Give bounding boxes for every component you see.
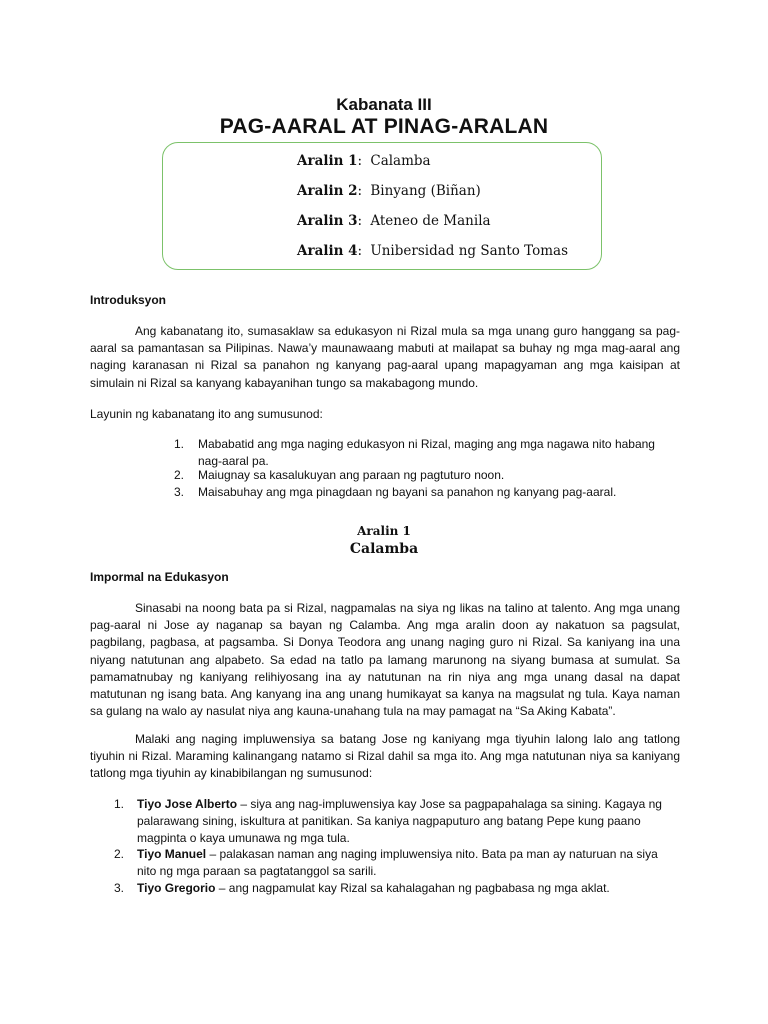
intro-heading: Introduksyon [90,293,167,307]
objective-text: Maiugnay sa kasalukuyan ang paraan ng pagtuturo noon. [198,468,505,482]
lesson-separator: : [357,213,363,229]
objective-number: 2. [174,468,185,482]
objective-text: Mababatid ang mga naging edukasyon ni Rizal, maging ang mga nagawa nito habang nag-aaral pa. [198,437,655,469]
lesson-list-box [162,142,602,270]
lesson-name: Unibersidad ng Santo Tomas [370,243,569,259]
aralin-label: Aralin 1 [357,524,411,538]
uncle-number: 3. [114,881,125,895]
uncle-number: 2. [114,847,125,861]
lesson-item [297,243,568,259]
uncle-description: – palakasan naman ang naging impluwensiya nito. Bata pa man ay naturuan na siya nito ng mga paraan sa pagtatanggol sa sarili. [137,847,658,879]
uncle-description: – ang nagpamulat kay Rizal sa kahalagahan ng pagbabasa ng mga aklat. [215,881,610,895]
uncle-name: Tiyo Gregorio [137,881,216,895]
uncle-item [137,846,680,880]
uncle-name: Tiyo Jose Alberto [137,797,238,811]
lesson-separator: : [357,153,363,169]
objective-number: 3. [174,485,185,499]
objective-text: Maisabuhay ang mga pinagdaan ng bayani sa panahon ng kanyang pag-aaral. [198,485,617,499]
lesson-label: Aralin 4 [297,243,358,259]
uncle-name: Tiyo Manuel [137,847,207,861]
lesson-separator: : [357,243,363,259]
body-paragraph: Malaki ang naging impluwensiya sa batang Jose ng kaniyang mga tiyuhin lalong lalo ang tatlong tiyuhin ni Rizal. Maraming kalinangang natamo si Rizal dahil sa mga ito. Ang mga natutunan niya sa kaniyang tatlong mga tiyuhin ay kinabibilangan ng sumusunod: [90,732,680,781]
lesson-item [297,153,431,169]
lesson-item [297,213,491,229]
uncle-item [137,796,680,848]
chapter-title: PAG-AARAL AT PINAG-ARALAN [219,115,549,138]
lesson-separator: : [357,183,363,199]
chapter-label: Kabanata III [336,95,432,114]
lesson-name: Calamba [370,153,431,169]
lesson-name: Ateneo de Manila [370,213,491,229]
lesson-name: Binyang (Biñan) [370,183,481,199]
uncle-number: 1. [114,797,125,811]
objectives-lead: Layunin ng kabanatang ito ang sumusunod: [90,407,323,421]
lesson-item [297,183,481,199]
objective-number: 1. [174,437,185,451]
uncle-item [137,880,680,897]
intro-paragraph: Ang kabanatang ito, sumasaklaw sa edukasyon ni Rizal mula sa mga unang guro hanggang sa pag-aaral sa pamantasan sa Pilipinas. Nawa’y maunawaang mabuti at mailapat sa buhay ng mga mag-aaral ang naging karanasan ni Rizal sa panahon ng kanyang pag-aaral upang mapagyaman ang mga kaisipan at simulain ni Rizal sa kanyang kabayanihan tungo sa makabagong mundo. [90,324,680,390]
uncle-description: – siya ang nag-impluwensiya kay Jose sa pagpapahalaga sa sining. Kagaya ng palarawang sining, iskultura at panitikan. Sa kaniya nagpaputuro ang batang Pepe kung paano magpinta o kaya umunawa ng mga tula. [137,797,662,846]
section-subheading: Impormal na Edukasyon [90,570,229,584]
aralin-title: Calamba [349,541,419,557]
lesson-label: Aralin 1 [297,153,358,169]
lesson-label: Aralin 2 [297,183,358,199]
lesson-label: Aralin 3 [297,213,358,229]
body-paragraph: Sinasabi na noong bata pa si Rizal, nagpamalas na siya ng likas na talino at talento. Ang mga unang pag-aaral ni Jose ay naganap sa bayan ng Calamba. Ang mga aralin doon ay nakatuon sa pagsulat, pagbilang, pagbasa, at pagsamba. Si Donya Teodora ang unang naging guro ni Rizal. Sa kaniyang ina una niyang natutunan ang alpabeto. Sa edad na tatlo pa lamang marunong na siyang bumasa at sumulat. Sa pamamatnubay ng kaniyang relihiyosang ina ay natutunan na rin niya ang mga unang dasal na dapat matutunan ng isang bata. Ang kanyang ina ang unang humikayat sa kanya na magsulat ng tula. Kaya naman sa gulang na walo ay nasulat niya ang kauna-unahang tula na may pamagat na “Sa Aking Kabata”. [90,601,680,719]
